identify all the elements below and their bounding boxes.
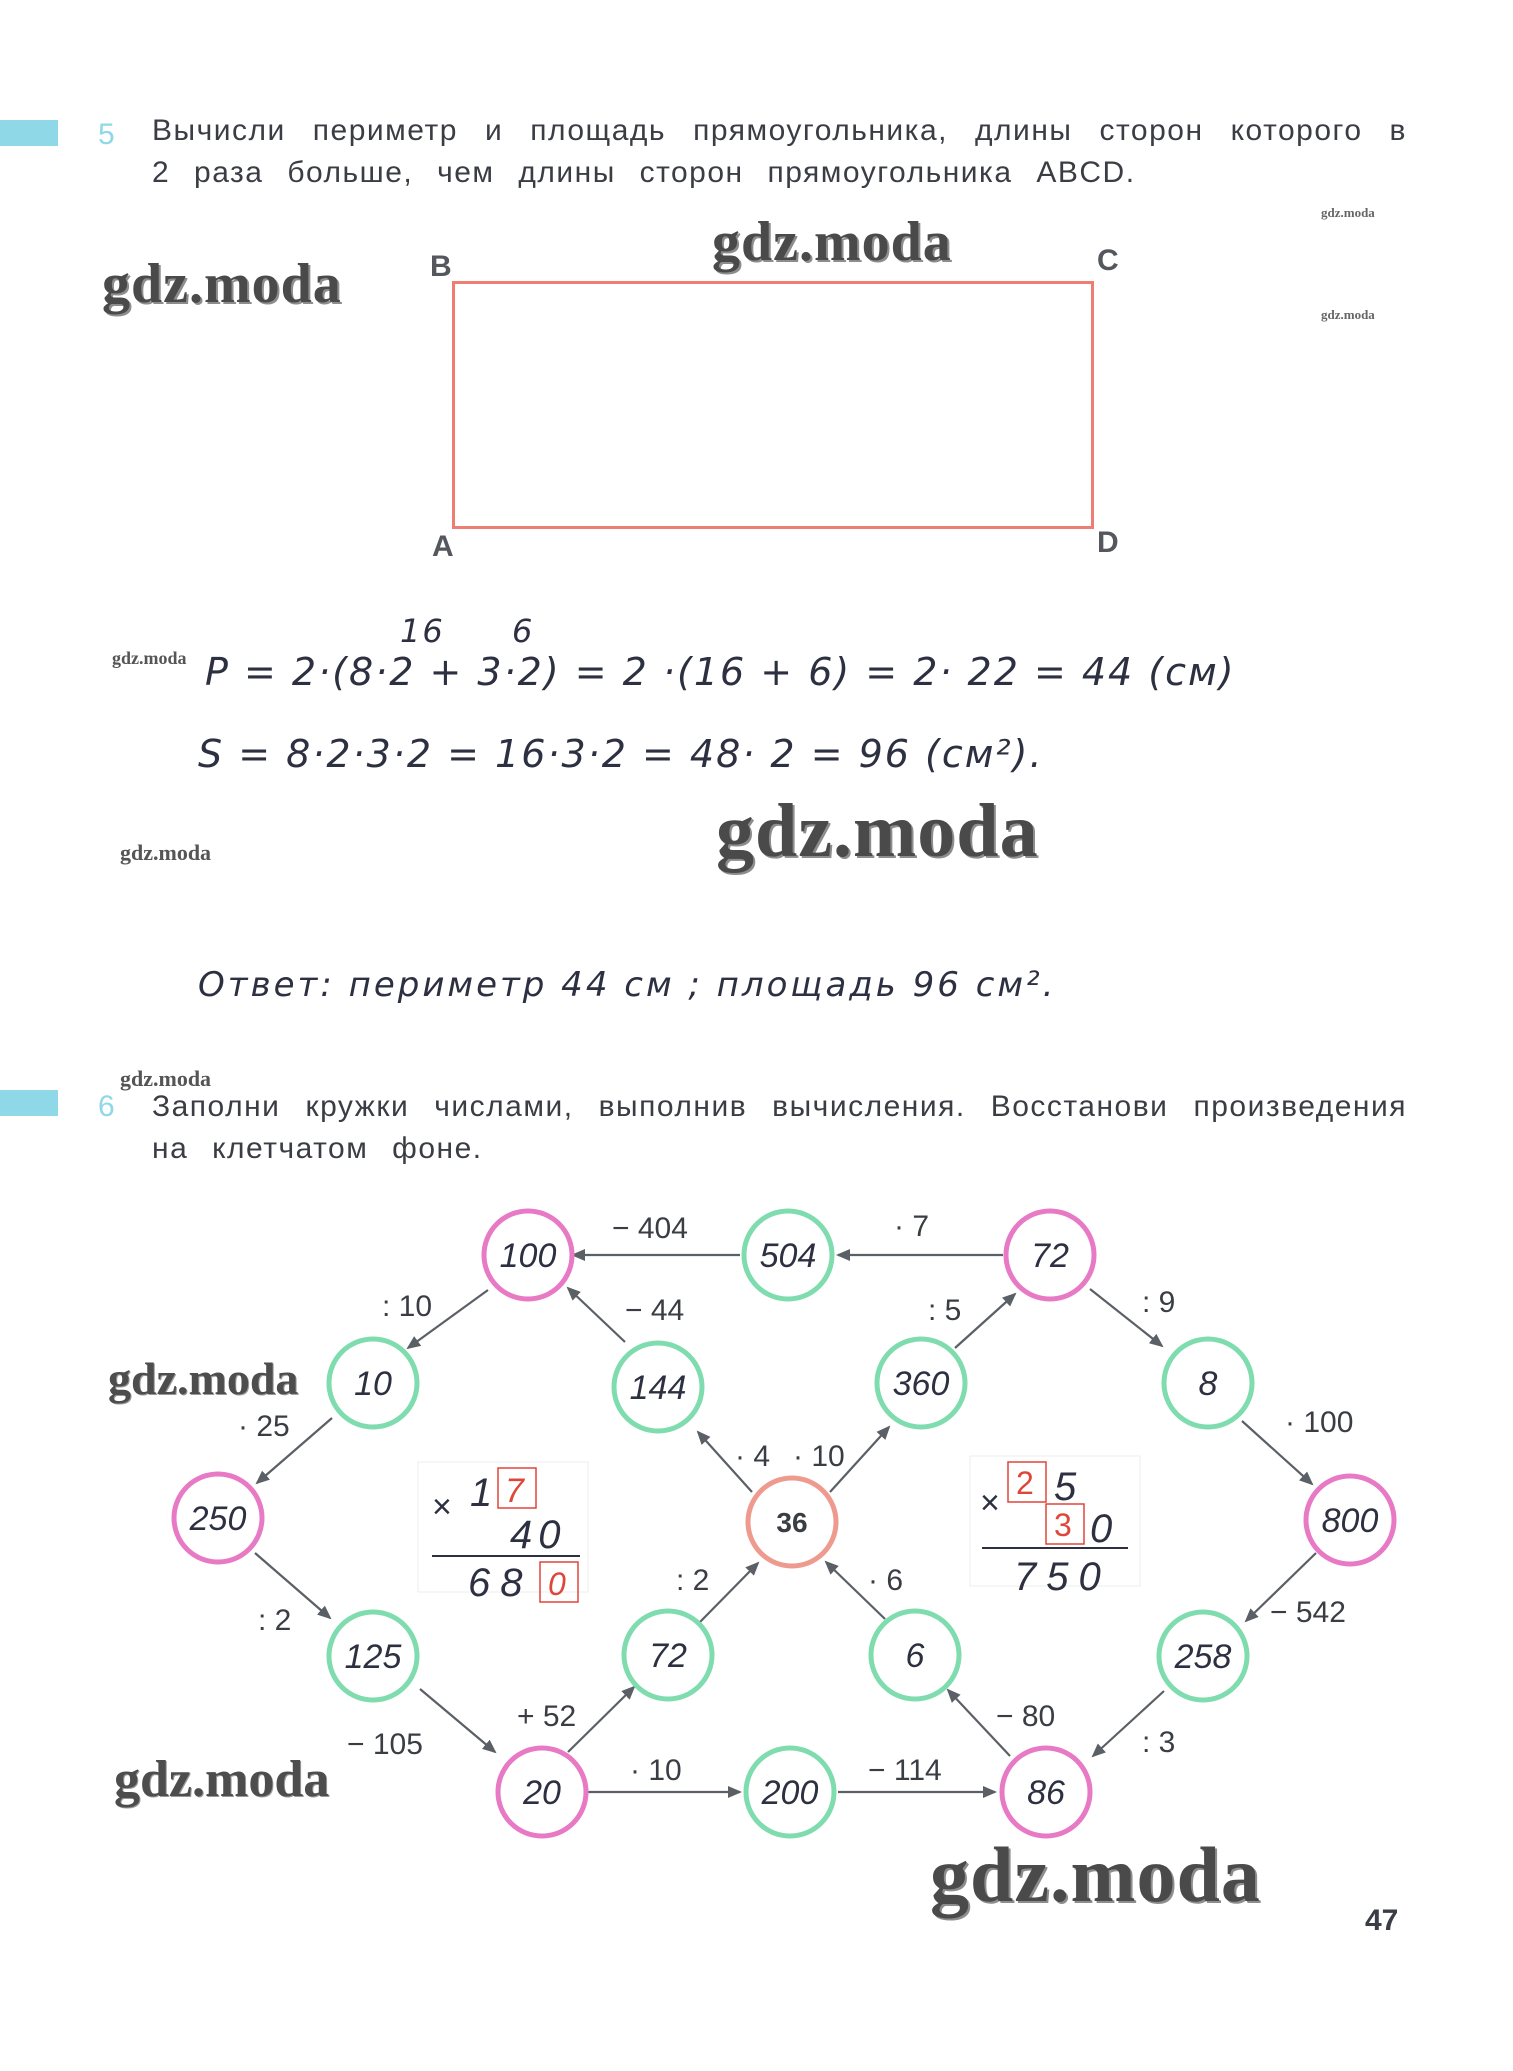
circle-value-6: 6 (905, 1637, 925, 1675)
area-line: S = 8·2·3·2 = 16·3·2 = 48· 2 = 96 (см²). (198, 732, 1044, 776)
task5-text: Вычисли периметр и площадь прямоугольника, длины сторон которого в 2 раза больше, чем длины сторон прямоугольника ABCD. (152, 114, 1407, 189)
circle-value-144: 144 (629, 1369, 687, 1407)
op-div-3: : 3 (1142, 1726, 1176, 1759)
product-1 (432, 1468, 580, 1605)
arrow-360-to-72 (955, 1294, 1015, 1348)
product1-row1-fill: 7 (505, 1472, 524, 1510)
answer-line: Ответ: периметр 44 см ; площадь 96 см². (198, 965, 1057, 1005)
vertex-label-d: D (1097, 526, 1119, 559)
watermark-2: gdz.moda (102, 253, 342, 315)
product1-row2: 40 (510, 1513, 567, 1557)
circle-value-20: 20 (523, 1774, 561, 1812)
perimeter-line: P = 2·(8·2 + 3·2) = 2 ·(16 + 6) = 2· 22 = 44 (см) (205, 650, 1236, 694)
circle-value-200: 200 (761, 1774, 819, 1812)
product2-row1-fill: 2 (1016, 1465, 1034, 1501)
circle-value-86: 86 (1027, 1774, 1065, 1812)
circle-value-72-top: 72 (1031, 1237, 1069, 1275)
circle-value-250: 250 (189, 1500, 247, 1538)
watermark-4: gdz.moda (1321, 307, 1375, 322)
page-number: 47 (1365, 1904, 1399, 1937)
product-2 (980, 1462, 1128, 1599)
circle-value-72-mid: 72 (649, 1637, 687, 1675)
op-mul-7: · 7 (894, 1210, 930, 1243)
op-div-10: : 10 (382, 1290, 433, 1323)
product2-row2-given: 0 (1090, 1507, 1113, 1551)
op-mul-100: · 100 (1285, 1406, 1354, 1439)
op-mul-4: · 4 (735, 1440, 771, 1473)
op-mul-6: · 6 (868, 1564, 904, 1597)
product1-sign: × (432, 1488, 452, 1526)
op-div-9: : 9 (1142, 1286, 1176, 1319)
op-minus-542: − 542 (1270, 1596, 1346, 1629)
product2-row2-fill: 3 (1054, 1507, 1072, 1543)
watermark-9: gdz.moda (108, 1353, 299, 1404)
arrow-20-to-72mid (568, 1687, 634, 1752)
op-mul-10b: · 10 (630, 1754, 682, 1787)
circle-value-800: 800 (1321, 1502, 1379, 1540)
watermark-1: gdz.moda (712, 211, 952, 273)
op-div-2a: : 2 (258, 1604, 292, 1637)
solution-small-16: 16 (400, 612, 445, 650)
circle-value-258: 258 (1174, 1638, 1232, 1676)
product2-row1-given: 5 (1054, 1465, 1077, 1509)
task6-text: Заполни кружки числами, выполнив вычисления. Восстанови произведения на клетчатом фоне. (152, 1090, 1407, 1165)
circle-value-100: 100 (499, 1237, 557, 1275)
product2-sign: × (980, 1484, 1000, 1522)
circle-value-360: 360 (892, 1365, 950, 1403)
arrow-125-to-20 (420, 1689, 495, 1752)
product1-row1-given: 1 (470, 1471, 493, 1515)
op-plus-52: + 52 (517, 1700, 577, 1733)
op-div-2b: : 2 (676, 1564, 710, 1597)
product1-row3-given: 68 (468, 1561, 533, 1605)
vertex-label-a: A (432, 530, 454, 563)
task5-number: 5 (98, 118, 115, 151)
watermark-11: gdz.moda (930, 1831, 1261, 1918)
op-mul-25: · 25 (238, 1410, 290, 1443)
circle-value-125: 125 (344, 1638, 402, 1676)
arrow-144-to-100 (568, 1288, 625, 1342)
circle-value-8: 8 (1198, 1365, 1218, 1403)
solution-small-6: 6 (512, 612, 535, 650)
watermark-10: gdz.moda (114, 1751, 330, 1808)
product1-row3-fill: 0 (548, 1566, 566, 1602)
task6-number: 6 (98, 1090, 115, 1123)
circle-value-36: 36 (776, 1507, 808, 1538)
op-mul-10a: · 10 (793, 1440, 845, 1473)
vertex-label-c: C (1097, 244, 1119, 277)
circle-value-10: 10 (354, 1365, 392, 1403)
watermark-6: gdz.moda (716, 789, 1039, 873)
op-minus-105: − 105 (347, 1728, 423, 1761)
watermark-3: gdz.moda (1321, 205, 1375, 220)
watermark-8: gdz.moda (120, 1066, 212, 1091)
circle-value-504: 504 (759, 1237, 817, 1275)
watermark-7: gdz.moda (120, 840, 212, 865)
op-minus-44: − 44 (625, 1294, 685, 1327)
op-div-5: : 5 (928, 1294, 962, 1327)
product2-row3: 750 (1014, 1555, 1111, 1599)
op-minus-80: − 80 (996, 1700, 1056, 1733)
watermark-5: gdz.moda (112, 648, 187, 668)
op-minus-114: − 114 (868, 1754, 942, 1787)
op-minus-404: − 404 (612, 1212, 688, 1245)
vertex-label-b: B (430, 250, 452, 283)
